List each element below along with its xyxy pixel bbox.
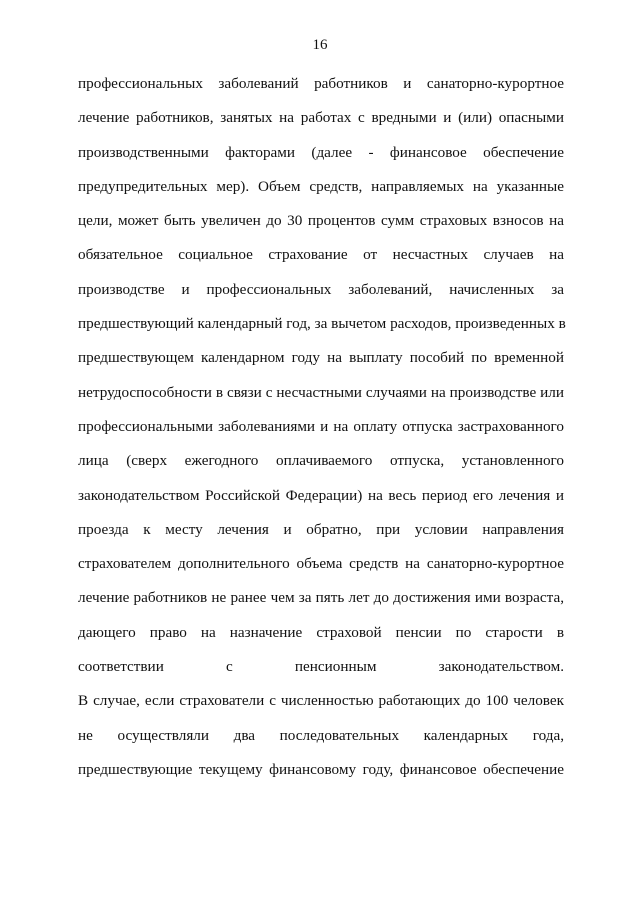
text-line: соответствии с пенсионным законодательством.: [78, 658, 564, 676]
text-line: обязательное социальное страхование от несчастных случаев на: [78, 246, 564, 264]
text-line: нетрудоспособности в связи с несчастными случаями на производстве или: [78, 383, 564, 401]
text-line: предшествующий календарный год, за вычетом расходов, произведенных в: [78, 315, 566, 333]
text-line: предупредительных мер). Объем средств, направляемых на указанные: [78, 177, 564, 195]
text-line: лечение работников не ранее чем за пять лет до достижения ими возраста,: [78, 589, 564, 607]
text-line: производстве и профессиональных заболеваний, начисленных за: [78, 280, 564, 298]
text-line: дающего право на назначение страховой пенсии по старости в: [78, 623, 564, 641]
text-line: предшествующем календарном году на выплату пособий по временной: [78, 349, 564, 367]
text-line: производственными факторами (далее - финансовое обеспечение: [78, 143, 564, 161]
text-line: цели, может быть увеличен до 30 процентов сумм страховых взносов на: [78, 212, 564, 230]
text-line: лечение работников, занятых на работах с вредными и (или) опасными: [78, 109, 564, 127]
text-line: не осуществляли два последовательных календарных года,: [78, 726, 564, 744]
text-line: профессиональными заболеваниями и на оплату отпуска застрахованного: [78, 417, 564, 435]
text-line: страхователем дополнительного объема средств на санаторно-курортное: [78, 555, 564, 573]
text-line: профессиональных заболеваний работников и санаторно-курортное: [78, 75, 564, 92]
text-line: В случае, если страхователи с численностью работающих до 100 человек: [78, 692, 564, 710]
text-line: законодательством Российской Федерации) на весь период его лечения и: [78, 486, 564, 504]
text-line: предшествующие текущему финансовому году, финансовое обеспечение: [78, 760, 564, 778]
page-number: 16: [312, 37, 328, 53]
text-line: проезда к месту лечения и обратно, при условии направления: [78, 520, 564, 538]
text-line: лица (сверх ежегодного оплачиваемого отпуска, установленного: [78, 452, 564, 470]
body-text: [78, 74, 564, 794]
